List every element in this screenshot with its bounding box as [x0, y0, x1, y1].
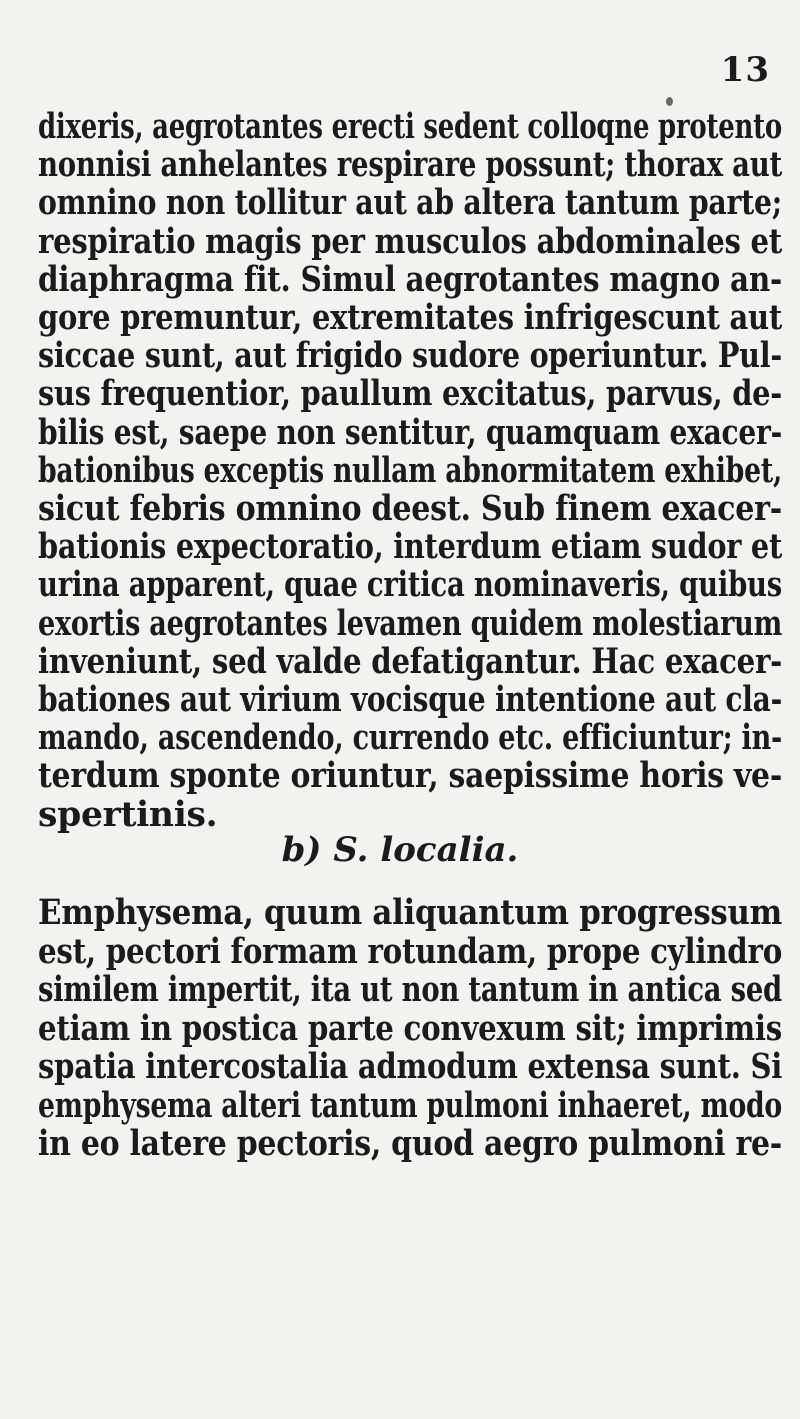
text-line: sicut febris omnino deest. Sub finem exacer- — [38, 489, 782, 529]
text-line: emphysema alteri tantum pulmoni inhaeret, modo — [38, 1085, 782, 1126]
text-line: spatia intercostalia admodum extensa sunt. Si — [38, 1047, 782, 1087]
ink-dot — [666, 97, 673, 106]
text-line: sus frequentior, paullum excitatus, parvus, de- — [38, 374, 782, 415]
text-line: inveniunt, sed valde defatigantur. Hac exacer- — [38, 641, 782, 682]
text-line: Emphysema, quum aliquantum progressum — [38, 893, 782, 933]
text-line: bationes aut virium vocisque intentione aut cla- — [38, 680, 782, 720]
text-line: urina apparent, quae critica nominaveris, quibus — [38, 565, 782, 606]
text-line: dixeris, aegrotantes erecti sedent colloqne protento — [38, 107, 782, 147]
text-line: bilis est, saepe non sentitur, quamquam exacer- — [38, 412, 782, 453]
text-line: similem impertit, ita ut non tantum in antica sed — [38, 970, 782, 1010]
text-line: spertinis. — [38, 794, 218, 835]
text-line: terdum sponte oriuntur, saepissime horis ve- — [38, 756, 782, 797]
text-line: omnino non tollitur aut ab altera tantum parte; — [38, 183, 782, 224]
text-line: siccae sunt, aut frigido sudore operiuntur. Pul- — [38, 336, 782, 377]
page-number: 13 — [720, 50, 770, 90]
text-line: etiam in postica parte convexum sit; imprimis — [38, 1008, 782, 1049]
text-line: respiratio magis per musculos abdominales et — [38, 221, 782, 262]
text-line: est, pectori formam rotundam, prope cylindro — [38, 931, 782, 972]
text-line: nonnisi anhelantes respirare possunt; thorax aut — [38, 145, 782, 186]
text-line: bationis expectoratio, interdum etiam sudor et — [38, 527, 782, 568]
text-line: in eo latere pectoris, quod aegro pulmoni re- — [38, 1124, 782, 1164]
text-line: exortis aegrotantes levamen quidem molestiarum — [38, 603, 782, 644]
text-line: gore premuntur, extremitates infrigescunt aut — [38, 298, 782, 338]
text-line: diaphragma fit. Simul aegrotantes magno an- — [38, 259, 782, 300]
section-heading: b) S. localia. — [281, 830, 519, 870]
text-line: bationibus exceptis nullam abnormitatem exhibet, — [38, 450, 782, 491]
text-line: mando, ascendendo, currendo etc. efficiuntur; in- — [38, 718, 782, 759]
